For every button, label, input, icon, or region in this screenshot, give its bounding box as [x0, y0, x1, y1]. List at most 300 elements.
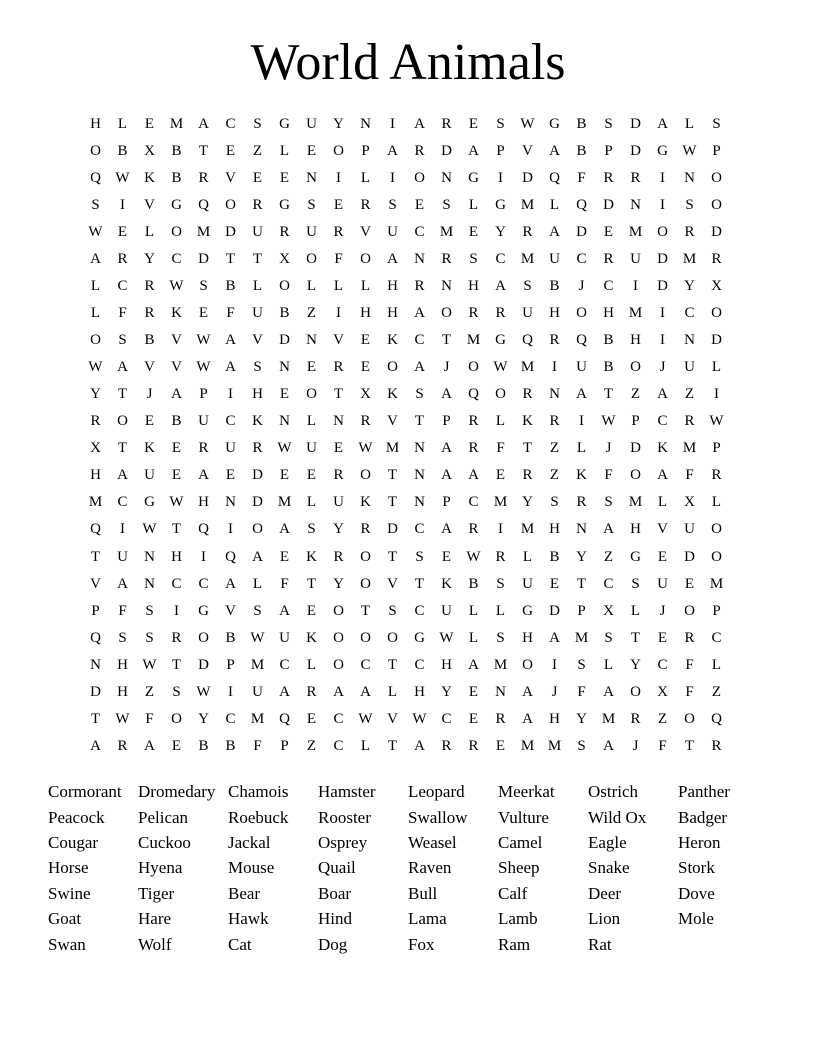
- grid-letter[interactable]: O: [630, 683, 641, 700]
- grid-letter[interactable]: L: [495, 413, 506, 430]
- grid-letter[interactable]: T: [441, 332, 452, 349]
- grid-letter[interactable]: H: [387, 278, 398, 295]
- grid-letter[interactable]: R: [414, 278, 425, 295]
- grid-letter[interactable]: C: [360, 656, 371, 673]
- grid-letter[interactable]: H: [549, 710, 560, 727]
- grid-letter[interactable]: M: [520, 251, 535, 268]
- grid-letter[interactable]: M: [628, 224, 643, 241]
- grid-letter[interactable]: K: [387, 386, 398, 403]
- grid-letter[interactable]: T: [117, 386, 128, 403]
- grid-letter[interactable]: Z: [549, 467, 560, 484]
- grid-letter[interactable]: O: [333, 143, 344, 160]
- grid-letter[interactable]: K: [441, 575, 452, 592]
- grid-letter[interactable]: R: [495, 548, 506, 565]
- grid-letter[interactable]: D: [684, 548, 695, 565]
- grid-letter[interactable]: V: [333, 332, 344, 349]
- grid-letter[interactable]: A: [279, 683, 290, 700]
- grid-letter[interactable]: M: [493, 494, 508, 511]
- grid-letter[interactable]: R: [522, 386, 533, 403]
- grid-letter[interactable]: S: [496, 575, 505, 592]
- grid-letter[interactable]: O: [387, 629, 398, 646]
- grid-letter[interactable]: S: [199, 278, 208, 295]
- grid-letter[interactable]: B: [603, 332, 614, 349]
- grid-letter[interactable]: R: [684, 413, 695, 430]
- grid-letter[interactable]: T: [252, 251, 263, 268]
- grid-letter[interactable]: U: [144, 467, 155, 484]
- grid-letter[interactable]: F: [118, 305, 127, 322]
- grid-letter[interactable]: E: [360, 359, 371, 376]
- grid-letter[interactable]: H: [171, 548, 182, 565]
- grid-letter[interactable]: A: [414, 305, 425, 322]
- grid-letter[interactable]: T: [387, 467, 398, 484]
- grid-letter[interactable]: C: [117, 494, 128, 511]
- grid-letter[interactable]: M: [520, 197, 535, 214]
- grid-letter[interactable]: E: [684, 575, 695, 592]
- grid-letter[interactable]: D: [441, 143, 452, 160]
- grid-letter[interactable]: I: [660, 197, 665, 214]
- grid-letter[interactable]: P: [199, 386, 208, 403]
- grid-letter[interactable]: O: [522, 656, 533, 673]
- grid-letter[interactable]: S: [307, 521, 316, 538]
- grid-letter[interactable]: V: [387, 575, 398, 592]
- grid-letter[interactable]: G: [657, 143, 668, 160]
- grid-letter[interactable]: E: [279, 386, 290, 403]
- grid-letter[interactable]: O: [711, 521, 722, 538]
- grid-letter[interactable]: Y: [90, 386, 101, 403]
- grid-letter[interactable]: H: [468, 278, 479, 295]
- grid-letter[interactable]: U: [333, 494, 344, 511]
- grid-letter[interactable]: F: [253, 737, 262, 754]
- grid-letter[interactable]: E: [306, 143, 317, 160]
- grid-letter[interactable]: Y: [144, 251, 155, 268]
- grid-letter[interactable]: D: [657, 251, 668, 268]
- grid-letter[interactable]: S: [415, 548, 424, 565]
- grid-letter[interactable]: B: [171, 413, 182, 430]
- grid-letter[interactable]: M: [250, 656, 265, 673]
- grid-letter[interactable]: I: [552, 359, 557, 376]
- grid-letter[interactable]: N: [441, 278, 452, 295]
- grid-letter[interactable]: R: [711, 467, 722, 484]
- grid-letter[interactable]: D: [657, 278, 668, 295]
- grid-letter[interactable]: O: [360, 467, 371, 484]
- grid-letter[interactable]: L: [684, 116, 695, 133]
- grid-letter[interactable]: S: [496, 116, 505, 133]
- grid-letter[interactable]: P: [577, 602, 586, 619]
- grid-letter[interactable]: R: [252, 440, 263, 457]
- grid-letter[interactable]: R: [549, 332, 560, 349]
- grid-letter[interactable]: N: [630, 197, 641, 214]
- grid-letter[interactable]: F: [226, 305, 235, 322]
- grid-letter[interactable]: N: [495, 683, 506, 700]
- grid-letter[interactable]: S: [91, 197, 100, 214]
- grid-letter[interactable]: S: [631, 575, 640, 592]
- grid-letter[interactable]: I: [174, 602, 179, 619]
- grid-letter[interactable]: E: [657, 548, 668, 565]
- grid-letter[interactable]: O: [90, 143, 101, 160]
- grid-letter[interactable]: T: [171, 656, 182, 673]
- grid-letter[interactable]: E: [333, 197, 344, 214]
- grid-letter[interactable]: G: [630, 548, 641, 565]
- grid-letter[interactable]: X: [90, 440, 101, 457]
- grid-letter[interactable]: W: [709, 413, 724, 430]
- grid-letter[interactable]: O: [171, 224, 182, 241]
- grid-letter[interactable]: E: [144, 413, 155, 430]
- grid-letter[interactable]: C: [414, 521, 425, 538]
- grid-letter[interactable]: O: [171, 710, 182, 727]
- grid-letter[interactable]: M: [169, 116, 184, 133]
- grid-letter[interactable]: W: [88, 224, 103, 241]
- grid-letter[interactable]: R: [252, 197, 263, 214]
- grid-letter[interactable]: U: [252, 683, 263, 700]
- grid-letter[interactable]: S: [469, 251, 478, 268]
- grid-letter[interactable]: L: [360, 737, 371, 754]
- grid-letter[interactable]: O: [468, 359, 479, 376]
- grid-letter[interactable]: L: [549, 197, 560, 214]
- grid-letter[interactable]: Y: [495, 224, 506, 241]
- grid-letter[interactable]: O: [90, 332, 101, 349]
- grid-letter[interactable]: O: [225, 197, 236, 214]
- grid-letter[interactable]: U: [306, 116, 317, 133]
- grid-letter[interactable]: E: [279, 548, 290, 565]
- grid-letter[interactable]: Y: [441, 683, 452, 700]
- grid-letter[interactable]: L: [468, 197, 479, 214]
- grid-letter[interactable]: R: [198, 170, 209, 187]
- grid-letter[interactable]: W: [196, 359, 211, 376]
- grid-letter[interactable]: A: [387, 251, 398, 268]
- grid-letter[interactable]: H: [198, 494, 209, 511]
- grid-letter[interactable]: Y: [198, 710, 209, 727]
- grid-letter[interactable]: E: [360, 332, 371, 349]
- grid-letter[interactable]: R: [144, 278, 155, 295]
- grid-letter[interactable]: S: [523, 278, 532, 295]
- grid-letter[interactable]: S: [712, 116, 721, 133]
- grid-letter[interactable]: S: [550, 494, 559, 511]
- grid-letter[interactable]: Q: [90, 170, 101, 187]
- grid-letter[interactable]: O: [360, 629, 371, 646]
- grid-letter[interactable]: P: [712, 602, 721, 619]
- grid-letter[interactable]: B: [549, 548, 560, 565]
- grid-letter[interactable]: L: [333, 278, 344, 295]
- grid-letter[interactable]: M: [574, 629, 589, 646]
- grid-letter[interactable]: I: [498, 521, 503, 538]
- grid-letter[interactable]: T: [360, 602, 371, 619]
- grid-letter[interactable]: P: [442, 413, 451, 430]
- grid-letter[interactable]: I: [390, 170, 395, 187]
- grid-letter[interactable]: A: [198, 116, 209, 133]
- grid-letter[interactable]: T: [333, 386, 344, 403]
- grid-letter[interactable]: N: [306, 170, 317, 187]
- grid-letter[interactable]: R: [333, 359, 344, 376]
- grid-letter[interactable]: Q: [90, 521, 101, 538]
- grid-letter[interactable]: O: [360, 575, 371, 592]
- grid-letter[interactable]: W: [142, 521, 157, 538]
- grid-letter[interactable]: L: [252, 575, 263, 592]
- grid-letter[interactable]: S: [415, 386, 424, 403]
- grid-letter[interactable]: C: [333, 710, 344, 727]
- grid-letter[interactable]: C: [225, 710, 236, 727]
- grid-letter[interactable]: N: [144, 575, 155, 592]
- grid-letter[interactable]: N: [225, 494, 236, 511]
- grid-letter[interactable]: W: [358, 710, 373, 727]
- grid-letter[interactable]: D: [711, 224, 722, 241]
- grid-letter[interactable]: R: [630, 170, 641, 187]
- grid-letter[interactable]: A: [117, 575, 128, 592]
- grid-letter[interactable]: N: [279, 413, 290, 430]
- grid-letter[interactable]: D: [630, 116, 641, 133]
- grid-letter[interactable]: L: [279, 143, 290, 160]
- grid-letter[interactable]: I: [228, 386, 233, 403]
- grid-letter[interactable]: O: [495, 386, 506, 403]
- grid-letter[interactable]: M: [277, 494, 292, 511]
- grid-letter[interactable]: O: [252, 521, 263, 538]
- grid-letter[interactable]: Q: [225, 548, 236, 565]
- grid-letter[interactable]: T: [387, 548, 398, 565]
- grid-letter[interactable]: K: [171, 305, 182, 322]
- grid-letter[interactable]: L: [306, 278, 317, 295]
- grid-letter[interactable]: H: [387, 305, 398, 322]
- grid-letter[interactable]: E: [144, 116, 155, 133]
- grid-letter[interactable]: O: [279, 278, 290, 295]
- grid-letter[interactable]: B: [279, 305, 290, 322]
- grid-letter[interactable]: N: [144, 548, 155, 565]
- grid-letter[interactable]: O: [414, 170, 425, 187]
- grid-letter[interactable]: Z: [549, 440, 560, 457]
- grid-letter[interactable]: A: [657, 116, 668, 133]
- grid-letter[interactable]: H: [441, 656, 452, 673]
- grid-letter[interactable]: S: [145, 602, 154, 619]
- grid-letter[interactable]: S: [685, 197, 694, 214]
- grid-letter[interactable]: G: [279, 116, 290, 133]
- grid-letter[interactable]: M: [709, 575, 724, 592]
- grid-letter[interactable]: T: [387, 494, 398, 511]
- grid-letter[interactable]: C: [225, 116, 236, 133]
- grid-letter[interactable]: E: [306, 710, 317, 727]
- grid-letter[interactable]: R: [360, 197, 371, 214]
- grid-letter[interactable]: I: [714, 386, 719, 403]
- grid-letter[interactable]: N: [414, 467, 425, 484]
- grid-letter[interactable]: C: [441, 710, 452, 727]
- grid-letter[interactable]: I: [498, 170, 503, 187]
- grid-letter[interactable]: Z: [252, 143, 263, 160]
- grid-letter[interactable]: A: [522, 710, 533, 727]
- grid-letter[interactable]: Y: [333, 116, 344, 133]
- grid-letter[interactable]: L: [495, 602, 506, 619]
- grid-letter[interactable]: E: [414, 197, 425, 214]
- grid-letter[interactable]: Y: [333, 575, 344, 592]
- grid-letter[interactable]: O: [711, 170, 722, 187]
- grid-letter[interactable]: D: [630, 143, 641, 160]
- grid-letter[interactable]: N: [90, 656, 101, 673]
- grid-letter[interactable]: B: [144, 332, 155, 349]
- grid-letter[interactable]: N: [414, 440, 425, 457]
- grid-letter[interactable]: N: [684, 170, 695, 187]
- grid-letter[interactable]: B: [225, 629, 236, 646]
- grid-letter[interactable]: M: [196, 224, 211, 241]
- grid-letter[interactable]: F: [577, 683, 586, 700]
- grid-letter[interactable]: Q: [468, 386, 479, 403]
- grid-letter[interactable]: L: [657, 494, 668, 511]
- grid-letter[interactable]: A: [549, 629, 560, 646]
- grid-letter[interactable]: X: [657, 683, 668, 700]
- grid-letter[interactable]: D: [225, 224, 236, 241]
- grid-letter[interactable]: R: [630, 710, 641, 727]
- grid-letter[interactable]: A: [171, 386, 182, 403]
- grid-letter[interactable]: A: [90, 251, 101, 268]
- grid-letter[interactable]: C: [225, 413, 236, 430]
- grid-letter[interactable]: F: [145, 710, 154, 727]
- grid-letter[interactable]: F: [685, 656, 694, 673]
- grid-letter[interactable]: R: [711, 737, 722, 754]
- grid-letter[interactable]: Q: [711, 710, 722, 727]
- grid-letter[interactable]: S: [253, 602, 262, 619]
- grid-letter[interactable]: B: [225, 737, 236, 754]
- grid-letter[interactable]: B: [171, 143, 182, 160]
- grid-letter[interactable]: Z: [657, 710, 668, 727]
- grid-letter[interactable]: A: [117, 359, 128, 376]
- grid-letter[interactable]: V: [252, 332, 263, 349]
- grid-letter[interactable]: Y: [333, 521, 344, 538]
- grid-letter[interactable]: O: [360, 548, 371, 565]
- grid-letter[interactable]: T: [414, 575, 425, 592]
- grid-letter[interactable]: W: [88, 359, 103, 376]
- grid-letter[interactable]: K: [306, 629, 317, 646]
- grid-letter[interactable]: V: [360, 224, 371, 241]
- grid-letter[interactable]: T: [522, 440, 533, 457]
- grid-letter[interactable]: I: [228, 521, 233, 538]
- grid-letter[interactable]: E: [468, 710, 479, 727]
- grid-letter[interactable]: F: [280, 575, 289, 592]
- grid-letter[interactable]: P: [496, 143, 505, 160]
- grid-letter[interactable]: J: [632, 737, 639, 754]
- grid-letter[interactable]: H: [630, 521, 641, 538]
- grid-letter[interactable]: N: [279, 359, 290, 376]
- grid-letter[interactable]: U: [225, 440, 236, 457]
- grid-letter[interactable]: M: [520, 737, 535, 754]
- grid-letter[interactable]: A: [441, 467, 452, 484]
- grid-letter[interactable]: A: [522, 683, 533, 700]
- grid-letter[interactable]: G: [468, 170, 479, 187]
- grid-letter[interactable]: U: [522, 575, 533, 592]
- grid-letter[interactable]: X: [711, 278, 722, 295]
- grid-letter[interactable]: W: [493, 359, 508, 376]
- grid-letter[interactable]: B: [225, 278, 236, 295]
- grid-letter[interactable]: R: [495, 710, 506, 727]
- grid-letter[interactable]: R: [549, 413, 560, 430]
- grid-letter[interactable]: L: [387, 683, 398, 700]
- grid-letter[interactable]: C: [657, 656, 668, 673]
- grid-letter[interactable]: I: [633, 278, 638, 295]
- grid-letter[interactable]: X: [144, 143, 155, 160]
- grid-letter[interactable]: U: [441, 602, 452, 619]
- grid-letter[interactable]: S: [604, 629, 613, 646]
- grid-letter[interactable]: O: [306, 251, 317, 268]
- grid-letter[interactable]: A: [414, 116, 425, 133]
- grid-letter[interactable]: A: [144, 737, 155, 754]
- grid-letter[interactable]: B: [603, 359, 614, 376]
- grid-letter[interactable]: W: [412, 710, 427, 727]
- grid-letter[interactable]: G: [495, 332, 506, 349]
- grid-letter[interactable]: O: [711, 548, 722, 565]
- grid-letter[interactable]: Q: [279, 710, 290, 727]
- grid-letter[interactable]: H: [90, 116, 101, 133]
- grid-letter[interactable]: K: [252, 413, 263, 430]
- grid-letter[interactable]: I: [336, 305, 341, 322]
- grid-letter[interactable]: A: [657, 467, 668, 484]
- grid-letter[interactable]: C: [603, 278, 614, 295]
- grid-letter[interactable]: E: [225, 143, 236, 160]
- grid-letter[interactable]: T: [171, 521, 182, 538]
- grid-letter[interactable]: X: [279, 251, 290, 268]
- grid-letter[interactable]: V: [657, 521, 668, 538]
- grid-letter[interactable]: E: [468, 116, 479, 133]
- grid-letter[interactable]: E: [252, 170, 263, 187]
- grid-letter[interactable]: O: [198, 629, 209, 646]
- grid-letter[interactable]: L: [306, 494, 317, 511]
- grid-letter[interactable]: G: [279, 197, 290, 214]
- grid-letter[interactable]: I: [336, 170, 341, 187]
- grid-letter[interactable]: W: [250, 629, 265, 646]
- grid-letter[interactable]: Z: [306, 737, 317, 754]
- grid-letter[interactable]: H: [630, 332, 641, 349]
- grid-letter[interactable]: A: [549, 224, 560, 241]
- grid-letter[interactable]: C: [657, 413, 668, 430]
- grid-letter[interactable]: H: [522, 629, 533, 646]
- grid-letter[interactable]: V: [225, 602, 236, 619]
- grid-letter[interactable]: R: [117, 251, 128, 268]
- grid-letter[interactable]: M: [682, 251, 697, 268]
- grid-letter[interactable]: I: [660, 332, 665, 349]
- grid-letter[interactable]: U: [684, 359, 695, 376]
- grid-letter[interactable]: O: [360, 251, 371, 268]
- grid-letter[interactable]: T: [414, 413, 425, 430]
- grid-letter[interactable]: W: [439, 629, 454, 646]
- grid-letter[interactable]: A: [414, 737, 425, 754]
- grid-letter[interactable]: P: [226, 656, 235, 673]
- grid-letter[interactable]: Z: [711, 683, 722, 700]
- grid-letter[interactable]: K: [522, 413, 533, 430]
- grid-letter[interactable]: S: [253, 359, 262, 376]
- grid-letter[interactable]: Q: [576, 197, 587, 214]
- grid-letter[interactable]: M: [547, 737, 562, 754]
- grid-letter[interactable]: Q: [549, 170, 560, 187]
- grid-letter[interactable]: R: [684, 629, 695, 646]
- grid-letter[interactable]: A: [279, 602, 290, 619]
- grid-letter[interactable]: R: [711, 251, 722, 268]
- grid-letter[interactable]: S: [118, 332, 127, 349]
- grid-letter[interactable]: T: [684, 737, 695, 754]
- grid-letter[interactable]: E: [117, 224, 128, 241]
- grid-letter[interactable]: Y: [684, 278, 695, 295]
- grid-letter[interactable]: D: [549, 602, 560, 619]
- grid-letter[interactable]: W: [466, 548, 481, 565]
- grid-letter[interactable]: I: [390, 116, 395, 133]
- grid-letter[interactable]: P: [604, 143, 613, 160]
- grid-letter[interactable]: J: [443, 359, 450, 376]
- grid-letter[interactable]: B: [198, 737, 209, 754]
- grid-letter[interactable]: A: [468, 656, 479, 673]
- grid-letter[interactable]: S: [307, 197, 316, 214]
- grid-letter[interactable]: H: [90, 467, 101, 484]
- grid-letter[interactable]: K: [306, 548, 317, 565]
- grid-letter[interactable]: L: [306, 656, 317, 673]
- grid-letter[interactable]: E: [441, 548, 452, 565]
- grid-letter[interactable]: E: [279, 170, 290, 187]
- grid-letter[interactable]: T: [306, 575, 317, 592]
- grid-letter[interactable]: G: [495, 197, 506, 214]
- grid-letter[interactable]: U: [252, 224, 263, 241]
- grid-letter[interactable]: M: [520, 521, 535, 538]
- grid-letter[interactable]: P: [91, 602, 100, 619]
